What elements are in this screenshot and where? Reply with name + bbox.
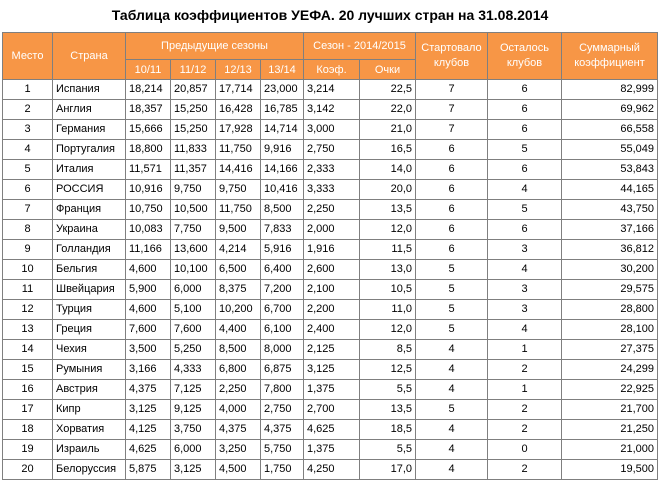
header-coef: Коэф.: [304, 60, 360, 80]
cell-country: Германия: [53, 120, 126, 140]
cell-country: Голландия: [53, 240, 126, 260]
cell-remaining-clubs: 6: [488, 120, 562, 140]
cell-started-clubs: 5: [416, 400, 488, 420]
cell-coef: 1,375: [304, 380, 360, 400]
table-row: [3, 140, 658, 160]
cell-season-10-11: 3,166: [126, 360, 171, 380]
header-started-line1: Стартовало: [421, 42, 482, 54]
cell-place: 12: [3, 300, 53, 320]
cell-points: 13,5: [360, 200, 416, 220]
header-total-coefficient: [562, 33, 658, 80]
cell-season-10-11: 10,083: [126, 220, 171, 240]
cell-total: 43,750: [562, 200, 658, 220]
header-current-season: Сезон - 2014/2015: [304, 33, 416, 60]
cell-coef: 2,100: [304, 280, 360, 300]
cell-points: 10,5: [360, 280, 416, 300]
cell-total: 37,166: [562, 220, 658, 240]
cell-season-12-13: 11,750: [216, 140, 261, 160]
cell-place: 20: [3, 460, 53, 480]
cell-country: Греция: [53, 320, 126, 340]
cell-remaining-clubs: 2: [488, 460, 562, 480]
cell-season-11-12: 9,125: [171, 400, 216, 420]
cell-remaining-clubs: 4: [488, 180, 562, 200]
cell-season-12-13: 11,750: [216, 200, 261, 220]
cell-points: 5,5: [360, 380, 416, 400]
cell-season-10-11: 10,916: [126, 180, 171, 200]
cell-season-13-14: 7,200: [261, 280, 304, 300]
cell-place: 18: [3, 420, 53, 440]
cell-season-12-13: 6,500: [216, 260, 261, 280]
cell-country: Испания: [53, 80, 126, 100]
table-body: [3, 80, 658, 480]
cell-remaining-clubs: 3: [488, 300, 562, 320]
cell-season-12-13: 17,714: [216, 80, 261, 100]
header-season-13-14: 13/14: [261, 60, 304, 80]
cell-total: 28,800: [562, 300, 658, 320]
header-total-line2: коэффициент: [574, 57, 645, 69]
cell-coef: 2,400: [304, 320, 360, 340]
cell-points: 22,0: [360, 100, 416, 120]
cell-started-clubs: 4: [416, 440, 488, 460]
cell-season-11-12: 11,833: [171, 140, 216, 160]
cell-coef: 1,916: [304, 240, 360, 260]
cell-started-clubs: 6: [416, 180, 488, 200]
cell-total: 24,299: [562, 360, 658, 380]
header-season-12-13: 12/13: [216, 60, 261, 80]
cell-coef: 3,142: [304, 100, 360, 120]
cell-remaining-clubs: 2: [488, 360, 562, 380]
cell-season-10-11: 11,571: [126, 160, 171, 180]
cell-points: 12,5: [360, 360, 416, 380]
cell-points: 14,0: [360, 160, 416, 180]
cell-season-12-13: 8,500: [216, 340, 261, 360]
cell-place: 10: [3, 260, 53, 280]
cell-coef: 3,333: [304, 180, 360, 200]
cell-season-11-12: 7,600: [171, 320, 216, 340]
cell-total: 36,812: [562, 240, 658, 260]
cell-started-clubs: 5: [416, 300, 488, 320]
cell-country: Чехия: [53, 340, 126, 360]
cell-season-13-14: 4,375: [261, 420, 304, 440]
cell-started-clubs: 5: [416, 320, 488, 340]
cell-season-11-12: 6,000: [171, 440, 216, 460]
cell-season-12-13: 4,214: [216, 240, 261, 260]
header-season-11-12: 11/12: [171, 60, 216, 80]
cell-place: 6: [3, 180, 53, 200]
cell-season-10-11: 11,166: [126, 240, 171, 260]
cell-started-clubs: 4: [416, 420, 488, 440]
table-row: [3, 320, 658, 340]
table-row: [3, 80, 658, 100]
cell-country: Англия: [53, 100, 126, 120]
cell-place: 13: [3, 320, 53, 340]
cell-remaining-clubs: 6: [488, 220, 562, 240]
cell-season-10-11: 10,750: [126, 200, 171, 220]
cell-coef: 2,600: [304, 260, 360, 280]
cell-coef: 3,125: [304, 360, 360, 380]
cell-coef: 4,625: [304, 420, 360, 440]
cell-season-12-13: 14,416: [216, 160, 261, 180]
cell-season-13-14: 6,100: [261, 320, 304, 340]
cell-season-13-14: 1,750: [261, 460, 304, 480]
table-row: [3, 420, 658, 440]
cell-remaining-clubs: 1: [488, 380, 562, 400]
cell-place: 3: [3, 120, 53, 140]
cell-coef: 2,000: [304, 220, 360, 240]
cell-place: 4: [3, 140, 53, 160]
cell-remaining-clubs: 5: [488, 200, 562, 220]
cell-season-13-14: 6,700: [261, 300, 304, 320]
table-row: [3, 340, 658, 360]
cell-started-clubs: 4: [416, 380, 488, 400]
cell-coef: 2,700: [304, 400, 360, 420]
uefa-coefficients-table: [2, 32, 658, 480]
cell-total: 21,000: [562, 440, 658, 460]
cell-total: 28,100: [562, 320, 658, 340]
cell-country: Хорватия: [53, 420, 126, 440]
cell-place: 9: [3, 240, 53, 260]
cell-place: 15: [3, 360, 53, 380]
cell-coef: 1,375: [304, 440, 360, 460]
cell-season-13-14: 7,800: [261, 380, 304, 400]
cell-place: 17: [3, 400, 53, 420]
cell-country: Австрия: [53, 380, 126, 400]
cell-coef: 2,333: [304, 160, 360, 180]
header-total-line1: Суммарный: [579, 42, 640, 54]
cell-season-12-13: 3,250: [216, 440, 261, 460]
cell-season-11-12: 3,125: [171, 460, 216, 480]
cell-season-11-12: 7,125: [171, 380, 216, 400]
cell-season-12-13: 4,400: [216, 320, 261, 340]
cell-country: Португалия: [53, 140, 126, 160]
cell-remaining-clubs: 4: [488, 320, 562, 340]
cell-season-11-12: 9,750: [171, 180, 216, 200]
cell-place: 7: [3, 200, 53, 220]
cell-remaining-clubs: 6: [488, 100, 562, 120]
cell-season-12-13: 9,750: [216, 180, 261, 200]
cell-season-11-12: 11,357: [171, 160, 216, 180]
cell-season-10-11: 15,666: [126, 120, 171, 140]
table-row: [3, 160, 658, 180]
cell-season-12-13: 2,250: [216, 380, 261, 400]
cell-season-12-13: 6,800: [216, 360, 261, 380]
cell-season-13-14: 14,166: [261, 160, 304, 180]
cell-season-12-13: 16,428: [216, 100, 261, 120]
cell-place: 2: [3, 100, 53, 120]
cell-season-11-12: 13,600: [171, 240, 216, 260]
table-row: [3, 280, 658, 300]
cell-season-13-14: 8,500: [261, 200, 304, 220]
cell-remaining-clubs: 6: [488, 160, 562, 180]
cell-remaining-clubs: 3: [488, 240, 562, 260]
cell-place: 14: [3, 340, 53, 360]
cell-season-13-14: 7,833: [261, 220, 304, 240]
cell-season-10-11: 3,125: [126, 400, 171, 420]
cell-season-10-11: 7,600: [126, 320, 171, 340]
cell-points: 16,5: [360, 140, 416, 160]
cell-season-11-12: 5,100: [171, 300, 216, 320]
cell-season-13-14: 2,750: [261, 400, 304, 420]
table-row: [3, 440, 658, 460]
cell-season-10-11: 4,600: [126, 260, 171, 280]
cell-country: Кипр: [53, 400, 126, 420]
table-row: [3, 460, 658, 480]
cell-season-13-14: 10,416: [261, 180, 304, 200]
cell-started-clubs: 6: [416, 220, 488, 240]
cell-points: 8,5: [360, 340, 416, 360]
table-row: [3, 400, 658, 420]
cell-points: 12,0: [360, 320, 416, 340]
header-points: Очки: [360, 60, 416, 80]
cell-remaining-clubs: 5: [488, 140, 562, 160]
cell-season-12-13: 9,500: [216, 220, 261, 240]
cell-coef: 2,750: [304, 140, 360, 160]
cell-total: 22,925: [562, 380, 658, 400]
cell-coef: 2,250: [304, 200, 360, 220]
cell-country: Турция: [53, 300, 126, 320]
cell-season-12-13: 10,200: [216, 300, 261, 320]
table-row: [3, 120, 658, 140]
cell-season-13-14: 5,916: [261, 240, 304, 260]
cell-total: 66,558: [562, 120, 658, 140]
cell-started-clubs: 4: [416, 460, 488, 480]
cell-remaining-clubs: 1: [488, 340, 562, 360]
cell-country: Израиль: [53, 440, 126, 460]
cell-total: 82,999: [562, 80, 658, 100]
cell-points: 20,0: [360, 180, 416, 200]
table-row: [3, 180, 658, 200]
cell-season-10-11: 5,900: [126, 280, 171, 300]
cell-country: Бельгия: [53, 260, 126, 280]
cell-points: 21,0: [360, 120, 416, 140]
cell-season-13-14: 6,400: [261, 260, 304, 280]
cell-season-11-12: 15,250: [171, 100, 216, 120]
cell-remaining-clubs: 6: [488, 80, 562, 100]
cell-season-10-11: 5,875: [126, 460, 171, 480]
cell-place: 11: [3, 280, 53, 300]
cell-country: Италия: [53, 160, 126, 180]
cell-total: 44,165: [562, 180, 658, 200]
cell-place: 1: [3, 80, 53, 100]
cell-total: 19,500: [562, 460, 658, 480]
cell-total: 29,575: [562, 280, 658, 300]
table-row: [3, 300, 658, 320]
cell-season-10-11: 4,600: [126, 300, 171, 320]
cell-season-11-12: 6,000: [171, 280, 216, 300]
cell-season-12-13: 8,375: [216, 280, 261, 300]
header-remaining-line1: Осталось: [500, 42, 549, 54]
cell-country: Франция: [53, 200, 126, 220]
cell-started-clubs: 6: [416, 160, 488, 180]
table-row: [3, 260, 658, 280]
cell-total: 69,962: [562, 100, 658, 120]
cell-points: 22,5: [360, 80, 416, 100]
cell-remaining-clubs: 0: [488, 440, 562, 460]
cell-started-clubs: 7: [416, 100, 488, 120]
cell-season-10-11: 4,375: [126, 380, 171, 400]
header-remaining-clubs: [488, 33, 562, 80]
cell-season-10-11: 4,125: [126, 420, 171, 440]
header-previous-seasons: Предыдущие сезоны: [126, 33, 304, 60]
cell-coef: 4,250: [304, 460, 360, 480]
cell-season-11-12: 10,500: [171, 200, 216, 220]
header-started-clubs: [416, 33, 488, 80]
cell-country: Украина: [53, 220, 126, 240]
cell-country: Швейцария: [53, 280, 126, 300]
cell-remaining-clubs: 4: [488, 260, 562, 280]
cell-place: 8: [3, 220, 53, 240]
cell-total: 55,049: [562, 140, 658, 160]
cell-season-11-12: 10,100: [171, 260, 216, 280]
cell-started-clubs: 7: [416, 120, 488, 140]
cell-started-clubs: 6: [416, 240, 488, 260]
cell-total: 21,700: [562, 400, 658, 420]
cell-season-11-12: 15,250: [171, 120, 216, 140]
cell-season-13-14: 14,714: [261, 120, 304, 140]
cell-started-clubs: 7: [416, 80, 488, 100]
cell-started-clubs: 5: [416, 260, 488, 280]
cell-points: 11,5: [360, 240, 416, 260]
cell-season-10-11: 18,214: [126, 80, 171, 100]
cell-season-10-11: 4,625: [126, 440, 171, 460]
cell-coef: 3,000: [304, 120, 360, 140]
table-row: [3, 100, 658, 120]
cell-total: 30,200: [562, 260, 658, 280]
cell-remaining-clubs: 2: [488, 400, 562, 420]
table-row: [3, 380, 658, 400]
cell-points: 13,0: [360, 260, 416, 280]
table-row: [3, 220, 658, 240]
cell-started-clubs: 6: [416, 140, 488, 160]
cell-season-13-14: 6,875: [261, 360, 304, 380]
cell-coef: 3,214: [304, 80, 360, 100]
header-remaining-line2: клубов: [506, 57, 543, 69]
cell-season-11-12: 4,333: [171, 360, 216, 380]
cell-season-13-14: 5,750: [261, 440, 304, 460]
cell-total: 53,843: [562, 160, 658, 180]
header-started-line2: клубов: [433, 57, 470, 69]
cell-season-12-13: 4,000: [216, 400, 261, 420]
cell-country: РОССИЯ: [53, 180, 126, 200]
cell-season-13-14: 16,785: [261, 100, 304, 120]
cell-season-11-12: 3,750: [171, 420, 216, 440]
cell-points: 11,0: [360, 300, 416, 320]
cell-country: Белоруссия: [53, 460, 126, 480]
cell-coef: 2,125: [304, 340, 360, 360]
header-season-10-11: 10/11: [126, 60, 171, 80]
table-title: Таблица коэффициентов УЕФА. 20 лучших стран на 31.08.2014: [111, 7, 549, 23]
cell-points: 12,0: [360, 220, 416, 240]
cell-started-clubs: 4: [416, 340, 488, 360]
header-country: Страна: [53, 33, 126, 80]
cell-season-10-11: 18,800: [126, 140, 171, 160]
cell-started-clubs: 4: [416, 360, 488, 380]
cell-season-12-13: 17,928: [216, 120, 261, 140]
cell-started-clubs: 6: [416, 200, 488, 220]
cell-season-11-12: 7,750: [171, 220, 216, 240]
cell-country: Румыния: [53, 360, 126, 380]
cell-season-13-14: 9,916: [261, 140, 304, 160]
table-row: [3, 240, 658, 260]
cell-remaining-clubs: 2: [488, 420, 562, 440]
cell-points: 17,0: [360, 460, 416, 480]
header-place: Место: [3, 33, 53, 80]
cell-points: 13,5: [360, 400, 416, 420]
cell-season-13-14: 23,000: [261, 80, 304, 100]
cell-season-11-12: 20,857: [171, 80, 216, 100]
cell-started-clubs: 5: [416, 280, 488, 300]
table-row: [3, 200, 658, 220]
cell-coef: 2,200: [304, 300, 360, 320]
cell-season-11-12: 5,250: [171, 340, 216, 360]
cell-place: 16: [3, 380, 53, 400]
cell-season-12-13: 4,375: [216, 420, 261, 440]
cell-place: 5: [3, 160, 53, 180]
cell-total: 27,375: [562, 340, 658, 360]
cell-season-12-13: 4,500: [216, 460, 261, 480]
cell-points: 5,5: [360, 440, 416, 460]
cell-season-10-11: 18,357: [126, 100, 171, 120]
cell-season-10-11: 3,500: [126, 340, 171, 360]
cell-remaining-clubs: 3: [488, 280, 562, 300]
cell-total: 21,250: [562, 420, 658, 440]
table-row: [3, 360, 658, 380]
cell-points: 18,5: [360, 420, 416, 440]
cell-season-13-14: 8,000: [261, 340, 304, 360]
cell-place: 19: [3, 440, 53, 460]
